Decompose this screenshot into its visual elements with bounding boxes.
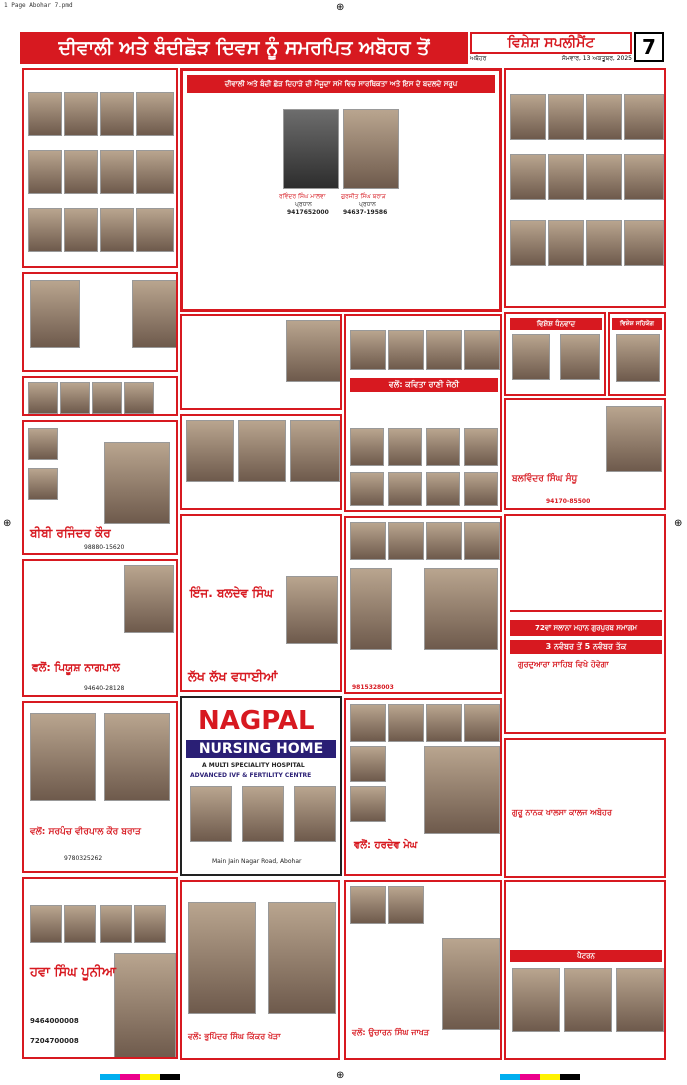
portrait-photo: [350, 704, 386, 742]
portrait-photo: [388, 330, 424, 370]
portrait-photo: [388, 522, 424, 560]
portrait-photo: [350, 886, 386, 924]
portrait-photo: [510, 154, 546, 200]
ad-kavita-rani-jethi: [344, 314, 502, 512]
registration-mark-icon: ⊕: [3, 518, 12, 529]
doctor-photo: [190, 786, 232, 842]
person-role: ਪ੍ਰਧਾਨ: [359, 201, 376, 208]
portrait-photo: [388, 472, 422, 506]
color-swatch: [500, 1074, 520, 1080]
nursing-name: NAGPAL: [198, 706, 315, 736]
page-banner: ਦੀਵਾਲੀ ਅਤੇ ਬੰਦੀਛੋੜ ਦਿਵਸ ਨੂੰ ਸਮਰਪਿਤ ਅਬੋਹਰ ਤੋਂ: [20, 32, 468, 64]
portrait-photo: [350, 522, 386, 560]
event-venue: ਗੁਰਦੁਆਰਾ ਸਾਹਿਬ ਵਿਖੇ ਹੋਵੇਗਾ: [518, 660, 609, 669]
editorial-article: [180, 68, 502, 312]
ad-phone: 98880-15620: [84, 544, 125, 551]
portrait-photo: [28, 382, 58, 414]
page-number: 7: [634, 32, 664, 62]
ad-phone: 94640-28128: [84, 685, 125, 692]
portrait-photo: [286, 320, 342, 382]
portrait-photo: [624, 94, 664, 140]
color-swatch: [100, 1074, 120, 1080]
dateline-city: ਅਬੋਹਰ: [470, 55, 487, 62]
portrait-photo: [464, 472, 498, 506]
portrait-photo: [114, 953, 176, 1059]
ad-ucharan-singh-jakhar: [344, 880, 502, 1060]
ad-greeting-group-photos: [22, 68, 178, 268]
portrait-photo: [426, 704, 462, 742]
ad-heading: ਪੈਟਰਨ: [510, 950, 662, 962]
portrait-photo: [388, 886, 424, 924]
portrait-photo: [350, 472, 384, 506]
portrait-photo: [28, 428, 58, 460]
portrait-photo: [188, 902, 256, 1014]
portrait-photo: [616, 968, 664, 1032]
portrait-photo: [28, 150, 62, 194]
dateline-date: ਸੋਮਵਾਰ, 13 ਅਕਤੂਬਰ, 2025: [561, 55, 632, 62]
ad-phone: 94170-85500: [546, 498, 591, 505]
person-name: ਗੁਰਜੀਤ ਸਿੰਘ ਬਰਾੜ: [341, 193, 386, 200]
portrait-photo: [124, 565, 174, 633]
person-phone: 94637-19586: [343, 209, 388, 216]
portrait-photo: [442, 938, 500, 1030]
portrait-photo: [548, 94, 584, 140]
portrait-photo: [30, 713, 96, 801]
ad-phone: 9815328003: [352, 684, 394, 691]
ad-nagpal-nursing-home: [180, 696, 342, 876]
portrait-photo: [28, 468, 58, 500]
portrait-photo: [92, 382, 122, 414]
color-swatch: [560, 1074, 580, 1080]
ad-right-group-photos: [504, 68, 666, 308]
ad-baldev-singh: [180, 514, 342, 692]
supplement-label: ਵਿਸ਼ੇਸ਼ ਸਪਲੀਮੈਂਟ: [470, 32, 632, 54]
ad-name: ਵਲੋਂ: ਕਵਿਤਾ ਰਾਣੀ ਜੇਠੀ: [350, 378, 498, 392]
ad-photo-strip: [22, 376, 178, 416]
portrait-photo: [464, 330, 500, 370]
color-swatch: [160, 1074, 180, 1080]
ad-greeting: ਲੱਖ ਲੱਖ ਵਧਾਈਆਂ: [188, 670, 278, 685]
ad-sarpanch-veerpal-kaur: [22, 701, 178, 873]
ad-name: ਵਲੋਂ: ਭੁਪਿੰਦਰ ਸਿੰਘ ਕਿੱਕਰ ਖੇੜਾ: [188, 1032, 281, 1041]
person-role: ਪ੍ਰਧਾਨ: [295, 201, 312, 208]
portrait-photo: [512, 334, 550, 380]
ad-hakam-singh: [344, 516, 502, 694]
article-title: ਦੀਵਾਲੀ ਅਤੇ ਬੰਦੀ ਛੋੜ ਦਿਹਾੜੇ ਦੀ ਮੌਜੂਦਾ ਸਮੇਂ ਵਿਚ ਸਾਰਥਿਕਤਾ ਅਤੇ ਇਸ ਦੇ ਬਦਲਦੇ ਸਰੂਪ: [187, 75, 495, 93]
portrait-photo: [64, 150, 98, 194]
portrait-photo: [132, 280, 178, 348]
divider: [510, 610, 662, 612]
portrait-photo: [136, 92, 174, 136]
ad-vishesh-sahyog: [608, 312, 666, 396]
portrait-photo: [624, 154, 664, 200]
ad-name: ਇੰਜ. ਬਲਦੇਵ ਸਿੰਘ: [190, 586, 274, 600]
ad-hawa-singh-punia: [22, 877, 178, 1059]
ad-name: ਵਲੋਂ: ਉਚਾਰਨ ਸਿੰਘ ਜਾਖੜ: [352, 1028, 430, 1037]
portrait-photo: [464, 704, 500, 742]
registration-mark-icon: ⊕: [336, 1070, 345, 1081]
portrait-photo: [350, 746, 386, 782]
doctor-photo: [242, 786, 284, 842]
nursing-address: Main Jain Nagar Road, Abohar: [212, 858, 302, 865]
ad-patron: [504, 880, 666, 1060]
portrait-photo: [124, 382, 154, 414]
ad-greeting-text: [180, 314, 342, 410]
portrait-photo: [350, 568, 392, 650]
ad-heading: ਵਿਸ਼ੇਸ਼ ਧੰਨਵਾਦ: [510, 318, 602, 330]
portrait-photo: [424, 568, 498, 650]
portrait-photo: [64, 905, 96, 943]
portrait-photo: [424, 746, 500, 834]
color-swatch: [520, 1074, 540, 1080]
portrait-photo: [586, 220, 622, 266]
portrait-photo: [560, 334, 600, 380]
portrait-photo: [104, 442, 170, 524]
portrait-photo: [136, 150, 174, 194]
portrait-photo: [564, 968, 612, 1032]
college-name: ਗੁਰੂ ਨਾਨਕ ਖਾਲਸਾ ਕਾਲਜ ਅਬੋਹਰ: [512, 808, 612, 817]
ad-name: ਵਲੋਂ: ਪਿਯੂਸ਼ ਨਾਗਪਾਲ: [32, 661, 120, 674]
portrait-photo: [464, 428, 498, 466]
portrait-photo: [283, 109, 339, 189]
print-meta-line: 1 Page Abohar 7.pmd: [4, 2, 73, 9]
ad-gurpurab-samagam: [504, 514, 666, 734]
ad-phone: 7204700008: [30, 1037, 79, 1045]
portrait-photo: [350, 330, 386, 370]
ad-phone: 9464000008: [30, 1017, 79, 1025]
portrait-photo: [350, 786, 386, 822]
portrait-photo: [624, 220, 664, 266]
color-swatch: [120, 1074, 140, 1080]
portrait-photo: [100, 92, 134, 136]
ad-guru-nanak-khalsa-college: [504, 738, 666, 878]
portrait-photo: [426, 428, 460, 466]
portrait-photo: [28, 208, 62, 252]
portrait-photo: [510, 220, 546, 266]
portrait-photo: [512, 968, 560, 1032]
ad-heading: ਵਿਸ਼ੇਸ਼ ਸਹਿਯੋਗ: [612, 318, 662, 330]
portrait-photo: [268, 902, 336, 1014]
ad-name: ਵਲੋਂ: ਹਰਦੇਵ ਮੇਘ: [354, 840, 418, 851]
color-swatch: [140, 1074, 160, 1080]
portrait-photo: [586, 154, 622, 200]
portrait-photo: [426, 472, 460, 506]
portrait-photo: [510, 94, 546, 140]
ad-name: ਵਲੋਂ: ਸਰਪੰਚ ਵੀਰਪਾਲ ਕੌਰ ਬਰਾੜ: [30, 827, 142, 837]
portrait-photo: [290, 420, 340, 482]
person-name: ਰਵਿੰਦਰ ਸਿੰਘ ਮਾਲਵਾ: [279, 193, 326, 200]
portrait-photo: [286, 576, 338, 644]
portrait-photo: [100, 208, 134, 252]
portrait-photo: [64, 92, 98, 136]
dateline: [470, 55, 632, 64]
ad-name: ਬੀਬੀ ਰਜਿੰਦਰ ਕੌਰ: [30, 526, 111, 540]
portrait-photo: [134, 905, 166, 943]
portrait-photo: [586, 94, 622, 140]
event-dates: 3 ਨਵੰਬਰ ਤੋਂ 5 ਨਵੰਬਰ ਤੱਕ: [510, 640, 662, 654]
ad-vishesh-dhanvad: [504, 312, 606, 396]
ad-name: ਹਵਾ ਸਿੰਘ ਪੂਨੀਆ: [30, 965, 116, 980]
portrait-photo: [104, 713, 170, 801]
ad-bibi-rajinder-kaur: [22, 420, 178, 555]
nursing-subtitle: NURSING HOME: [186, 740, 336, 758]
portrait-photo: [464, 522, 500, 560]
color-swatch: [540, 1074, 560, 1080]
ad-balwinder-singh-sandhu: [504, 398, 666, 510]
registration-mark-icon: ⊕: [336, 2, 345, 13]
portrait-photo: [343, 109, 399, 189]
portrait-photo: [28, 92, 62, 136]
portrait-photo: [426, 330, 462, 370]
portrait-photo: [548, 154, 584, 200]
portrait-photo: [426, 522, 462, 560]
nursing-tagline: ADVANCED IVF & FERTILITY CENTRE: [190, 772, 312, 779]
portrait-photo: [616, 334, 660, 382]
ad-piyush-nagpal: [22, 559, 178, 697]
portrait-photo: [388, 428, 422, 466]
person-phone: 9417652000: [287, 209, 329, 216]
portrait-photo: [388, 704, 424, 742]
portrait-photo: [30, 905, 62, 943]
nursing-tagline: A MULTI SPECIALITY HOSPITAL: [202, 762, 305, 769]
portrait-photo: [64, 208, 98, 252]
portrait-photo: [60, 382, 90, 414]
ad-phone: 9780325262: [64, 855, 103, 862]
registration-mark-icon: ⊕: [674, 518, 683, 529]
portrait-photo: [186, 420, 234, 482]
portrait-photo: [30, 280, 80, 348]
ad-bhupinder-singh: [180, 880, 340, 1060]
ad-hardev-megh: [344, 698, 502, 876]
ad-greeting-two-photos: [22, 272, 178, 372]
portrait-photo: [100, 150, 134, 194]
portrait-photo: [548, 220, 584, 266]
ad-name: ਬਲਵਿੰਦਰ ਸਿੰਘ ਸੰਧੂ: [512, 474, 578, 484]
portrait-photo: [100, 905, 132, 943]
ad-greeting-three-photos: [180, 414, 342, 510]
doctor-photo: [294, 786, 336, 842]
event-title: 72ਵਾਂ ਸਲਾਨਾ ਮਹਾਨ ਗੁਰਪੁਰਬ ਸਮਾਗਮ: [510, 620, 662, 636]
portrait-photo: [350, 428, 384, 466]
portrait-photo: [606, 406, 662, 472]
portrait-photo: [136, 208, 174, 252]
portrait-photo: [238, 420, 286, 482]
